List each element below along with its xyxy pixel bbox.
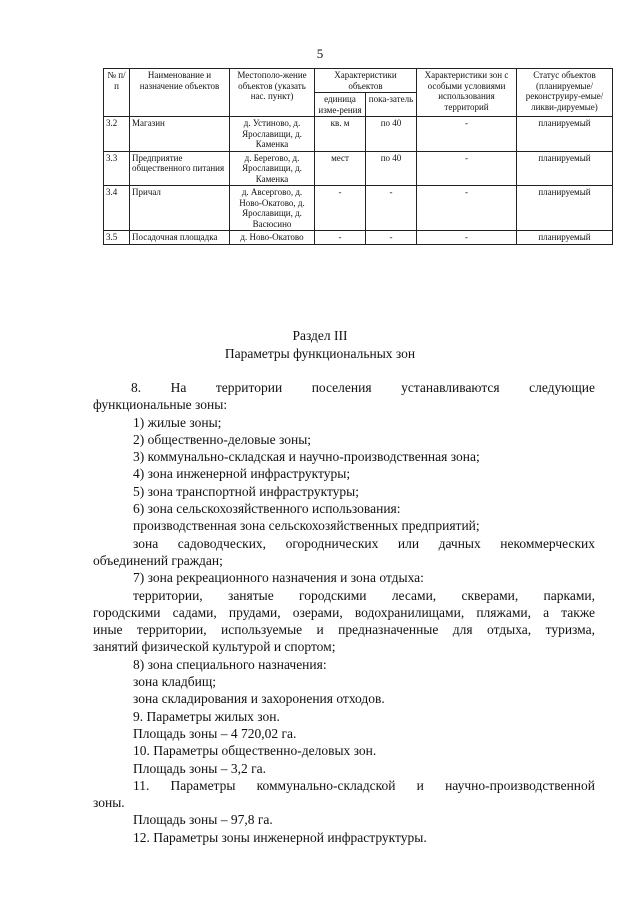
- table-row: [104, 151, 613, 186]
- cell-name: Причал: [130, 186, 230, 231]
- zone-item-8b: зона складирования и захоронения отходов.: [133, 691, 385, 707]
- zone-item-6b-line1: зона садоводческих, огороднических или дачных некоммерческих: [133, 535, 595, 551]
- cell-zones: -: [417, 231, 517, 245]
- header-name: Наименование и назначение объектов: [130, 69, 230, 117]
- cell-unit: кв. м: [315, 117, 366, 152]
- objects-table: [103, 68, 613, 245]
- paragraph-10-area: Площадь зоны – 3,2 га.: [133, 760, 266, 776]
- cell-zones: -: [417, 117, 517, 152]
- header-value: пока-затель: [366, 93, 417, 117]
- zone-item-7a-line2: городскими садами, прудами, озерами, водохранилищами, пляжами, а также: [93, 604, 595, 620]
- zone-item-7a-line3: иные территории, используемые и предназначенные для отдыха, туризма,: [93, 622, 595, 638]
- paragraph-11-line2: зоны.: [93, 795, 125, 811]
- cell-status: планируемый: [517, 151, 613, 186]
- cell-name: Предприятие общественного питания: [130, 151, 230, 186]
- paragraph-8-line1: 8. На территории поселения устанавливаются следующие: [131, 380, 595, 395]
- header-characteristics: Характеристики объектов: [315, 69, 417, 93]
- cell-unit: -: [315, 186, 366, 231]
- cell-num: 3.3: [104, 151, 130, 186]
- cell-unit: мест: [315, 151, 366, 186]
- document-body: [93, 379, 595, 846]
- header-status: Статус объектов (планируемые/ реконструиру-емые/ликви-дируемые): [517, 69, 613, 117]
- header-num: № п/п: [104, 69, 130, 117]
- header-unit: единица изме-рения: [315, 93, 366, 117]
- zone-item-6b-line2: объединений граждан;: [93, 552, 223, 568]
- cell-value: -: [366, 231, 417, 245]
- header-location: Местополо-жение объектов (указать нас. пункт): [230, 69, 315, 117]
- cell-value: по 40: [366, 151, 417, 186]
- cell-status: планируемый: [517, 117, 613, 152]
- cell-unit: -: [315, 231, 366, 245]
- cell-location: д. Устиново, д. Ярославищи, д. Каменка: [230, 117, 315, 152]
- zone-item-1: 1) жилые зоны;: [133, 414, 222, 430]
- zone-item-7a-line1: территории, занятые городскими лесами, скверами, парками,: [133, 587, 595, 603]
- zone-item-5: 5) зона транспортной инфраструктуры;: [133, 483, 359, 499]
- cell-location: д. Ново-Окатово: [230, 231, 315, 245]
- cell-status: планируемый: [517, 186, 613, 231]
- paragraph-9-area: Площадь зоны – 4 720,02 га.: [133, 725, 297, 741]
- zone-item-6a: производственная зона сельскохозяйственных предприятий;: [133, 518, 480, 534]
- cell-zones: -: [417, 151, 517, 186]
- zone-item-8a: зона кладбищ;: [133, 674, 216, 690]
- zone-item-7a-line4: занятий физической культурой и спортом;: [93, 639, 336, 655]
- cell-value: -: [366, 186, 417, 231]
- cell-num: 3.2: [104, 117, 130, 152]
- section-subtitle: Параметры функциональных зон: [224, 346, 416, 361]
- cell-location: д. Берегово, д. Ярославищи, д. Каменка: [230, 151, 315, 186]
- zone-item-7: 7) зона рекреационного назначения и зона отдыха:: [133, 570, 424, 586]
- header-zones: Характеристики зон с особыми условиями использования территорий: [417, 69, 517, 117]
- paragraph-11-area: Площадь зоны – 97,8 га.: [133, 812, 273, 828]
- zone-item-2: 2) общественно-деловые зоны;: [133, 431, 312, 447]
- paragraph-12: 12. Параметры зоны инженерной инфраструктуры.: [133, 829, 427, 845]
- zone-item-8: 8) зона специального назначения:: [133, 656, 327, 672]
- paragraph-9: 9. Параметры жилых зон.: [133, 708, 280, 724]
- cell-value: по 40: [366, 117, 417, 152]
- cell-zones: -: [417, 186, 517, 231]
- cell-location: д. Авсергово, д. Ново-Окатово, д. Ярославищи, д. Васюсино: [230, 186, 315, 231]
- table-header-row: [104, 69, 613, 93]
- cell-name: Магазин: [130, 117, 230, 152]
- zone-item-3: 3) коммунально-складская и научно-производственная зона;: [133, 449, 480, 465]
- table-row: [104, 186, 613, 231]
- zone-item-4: 4) зона инженерной инфраструктуры;: [133, 466, 351, 482]
- cell-num: 3.5: [104, 231, 130, 245]
- cell-name: Посадочная площадка: [130, 231, 230, 245]
- zone-item-6: 6) зона сельскохозяйственного использования:: [133, 501, 401, 517]
- paragraph-8-line2: функциональные зоны:: [93, 397, 228, 413]
- page-number: 5: [316, 46, 324, 61]
- paragraph-11-line1: 11. Параметры коммунально-складской и научно-производственной: [133, 777, 595, 793]
- paragraph-10: 10. Параметры общественно-деловых зон.: [133, 743, 377, 759]
- cell-status: планируемый: [517, 231, 613, 245]
- table-row: [104, 231, 613, 245]
- table-row: [104, 117, 613, 152]
- section-title: Раздел III: [292, 328, 348, 343]
- cell-num: 3.4: [104, 186, 130, 231]
